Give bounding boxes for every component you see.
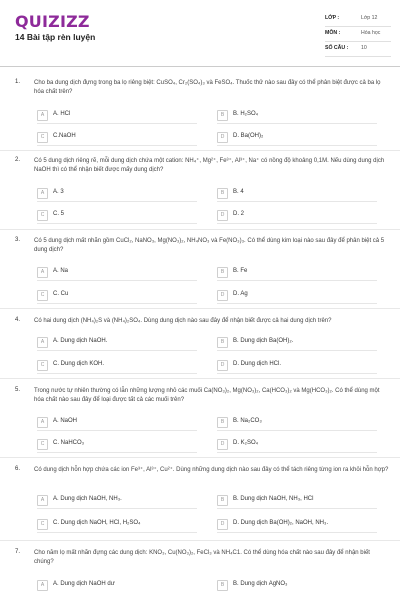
meta-row-subject [325,27,391,42]
option-d[interactable] [217,518,387,532]
option-text: B. Dung dịch NaOH, NH₃, HCl [233,496,314,502]
quizizz-logo: QUIZIZZ [15,12,90,31]
option-a[interactable] [37,109,207,123]
option-text: B. Fe [233,268,248,274]
option-text: A. Dung dịch NaOH, NH₃. [53,496,122,502]
option-text: A. 3 [53,189,64,195]
option-b[interactable] [217,416,387,430]
option-text: C. Dung dịch NaOH, HCl, H₂SO₄ [53,520,141,526]
option-letter: B [217,417,228,428]
option-b[interactable] [217,109,387,123]
meta-value: Hóa học [361,30,381,36]
option-text: C. 5 [53,211,65,217]
question-divider [0,229,400,230]
option-d[interactable] [217,359,387,373]
option-letter: A [37,580,48,591]
option-text: D. Ba(OH)₂ [233,133,264,139]
option-letter: A [37,337,48,348]
option-letter: D [217,360,228,371]
question-text: Có 5 dung dịch riêng rẽ, mỗi dung dịch chứa một cation: NH₄⁺, Mg²⁺, Fe³⁺, Al³⁺, Na⁺ có nồng độ khoảng 0,1M. Nếu dùng dung dịch NaOH thì có thể nhận biết được mấy dung dịch? [34,158,385,173]
question-divider [0,308,400,309]
question-divider [0,457,400,458]
option-c[interactable] [37,289,207,303]
option-text: C.NaOH [53,133,76,139]
option-letter: C [37,439,48,450]
option-letter: B [217,110,228,121]
option-c[interactable] [37,518,207,532]
option-text: A. Dung dịch NaOH dư [53,581,115,587]
option-b[interactable] [217,187,387,201]
option-letter: C [37,519,48,530]
option-b[interactable] [217,579,387,593]
question-text: Cho ba dung dịch đựng trong ba lọ riêng biệt: CuSO₄, Cr₂(SO₄)₃ và FeSO₄. Thuốc thử nào sau đây có thể phân biệt được cả ba lọ hóa chất trên? [34,80,381,95]
option-letter: C [37,210,48,221]
option-letter: D [217,210,228,221]
option-a[interactable] [37,494,207,508]
question-text: Có 5 dung dịch mất nhãn gồm CuCl₂, NaNO₃, Mg(NO₃)₂, NH₄NO₃ và Fe(NO₃)₃. Có thể dùng kim loại nào sau đây để phân biệt cả 5 dung dịch? [34,238,385,253]
option-text: D. Dung dịch Ba(OH)₂, NaOH, NH₃. [233,520,329,526]
question-divider [0,378,400,379]
meta-row-class [325,12,391,27]
question-divider [0,540,400,541]
option-d[interactable] [217,209,387,223]
question-text: Có dung dịch hỗn hợp chứa các ion Fe³⁺, Al³⁺, Cu²⁺. Dùng những dung dịch nào sau đây có thể tách riêng từng ion ra khỏi hỗn hợp? [34,467,389,473]
option-a[interactable] [37,266,207,280]
option-text: C. Dung dịch KOH. [53,361,105,367]
option-text: A. HCl [53,111,71,117]
option-d[interactable] [217,438,387,452]
option-text: B. H₂SO₄ [233,111,259,117]
option-a[interactable] [37,416,207,430]
option-letter: B [217,267,228,278]
meta-value: Lớp 12 [361,15,378,21]
option-b[interactable] [217,336,387,350]
option-text: A. Na [53,268,69,274]
option-letter: B [217,580,228,591]
option-letter: B [217,337,228,348]
option-d[interactable] [217,289,387,303]
option-text: D. Ag [233,291,248,297]
option-c[interactable] [37,209,207,223]
option-text: B. Na₂CO₃ [233,418,262,424]
option-letter: A [37,417,48,428]
meta-key: LỚP : [325,15,340,21]
option-text: C. NaHCO₃ [53,440,85,446]
option-text: A. Dung dịch NaOH. [53,338,108,344]
option-c[interactable] [37,438,207,452]
option-letter: D [217,519,228,530]
option-letter: C [37,132,48,143]
question-number: 4. [15,317,21,323]
page-title: 14 Bài tập rèn luyện [15,32,96,42]
option-letter: A [37,267,48,278]
question-number: 6. [15,466,21,472]
option-letter: D [217,439,228,450]
option-a[interactable] [37,579,207,593]
option-a[interactable] [37,336,207,350]
option-text: D. 2 [233,211,245,217]
question-divider [0,150,400,151]
question-text: Có hai dung dịch (NH₄)₂S và (NH₄)₂SO₄. Dùng dung dịch nào sau đây để nhận biết được cả hai dung dịch trên? [34,318,332,324]
question-number: 5. [15,387,21,393]
question-number: 3. [15,237,21,243]
option-letter: C [37,290,48,301]
option-text: B. Dung dịch AgNO₃ [233,581,288,587]
option-text: D. K₂SO₄ [233,440,259,446]
meta-key: SỐ CÂU : [325,45,349,51]
option-text: B. 4 [233,189,244,195]
option-c[interactable] [37,131,207,145]
meta-value: 10 [361,45,367,51]
option-letter: D [217,132,228,143]
question-number: 7. [15,549,21,555]
question-number: 2. [15,157,21,163]
option-text: D. Dung dịch HCl. [233,361,282,367]
meta-row-count [325,42,391,57]
option-letter: A [37,110,48,121]
question-number: 1. [15,79,21,85]
option-b[interactable] [217,266,387,280]
question-text: Cho năm lọ mất nhãn đựng các dung dịch: KNO₃, Cu(NO₃)₂, FeCl₃ và NH₄C1. Có thể dùng hóa chất nào sau đây để nhận biết chúng? [34,550,370,565]
option-letter: D [217,290,228,301]
option-text: C. Cu [53,291,69,297]
meta-key: MÔN : [325,30,341,36]
option-letter: B [217,188,228,199]
option-letter: A [37,188,48,199]
option-text: B. Dung dịch Ba(OH)₂. [233,338,294,344]
option-text: A. NaOH [53,418,78,424]
option-letter: C [37,360,48,371]
option-a[interactable] [37,187,207,201]
option-b[interactable] [217,494,387,508]
header-divider [0,66,400,67]
option-letter: B [217,495,228,506]
option-c[interactable] [37,359,207,373]
question-text: Trong nước tự nhiên thường có lẫn những lượng nhỏ các muối Ca(NO₃)₂, Mg(NO₃)₂, Ca(HCO₃)₂ và Mg(HCO₃)₂. Có thể dùng một hóa chất nào sau đây để loại được tất cả các muối trên? [34,388,380,403]
worksheet-header [0,0,400,62]
option-letter: A [37,495,48,506]
option-d[interactable] [217,131,387,145]
